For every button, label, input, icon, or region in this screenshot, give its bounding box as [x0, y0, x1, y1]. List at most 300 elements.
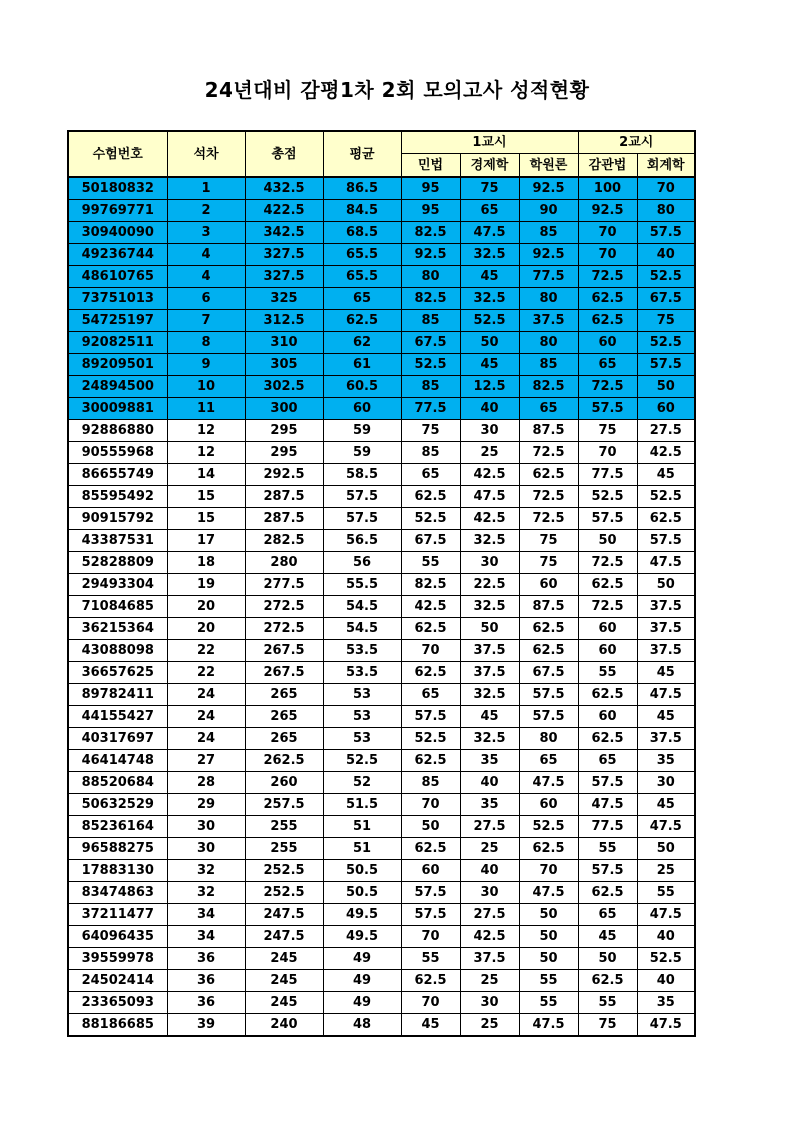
cell-economics: 32.5 — [460, 530, 519, 552]
table-row — [68, 222, 695, 244]
cell-id: 86655749 — [68, 464, 167, 486]
cell-economics: 37.5 — [460, 948, 519, 970]
cell-total: 255 — [245, 838, 323, 860]
cell-average: 53 — [323, 684, 401, 706]
cell-id: 30009881 — [68, 398, 167, 420]
table-row — [68, 530, 695, 552]
cell-id: 39559978 — [68, 948, 167, 970]
cell-accounting: 57.5 — [637, 530, 695, 552]
cell-accounting: 35 — [637, 750, 695, 772]
cell-total: 300 — [245, 398, 323, 420]
cell-subject-3: 62.5 — [519, 640, 578, 662]
cell-total: 280 — [245, 552, 323, 574]
cell-average: 49 — [323, 970, 401, 992]
table-row — [68, 970, 695, 992]
cell-total: 252.5 — [245, 882, 323, 904]
cell-subject-3: 50 — [519, 904, 578, 926]
cell-id: 88520684 — [68, 772, 167, 794]
cell-appraisal-law: 50 — [578, 948, 637, 970]
cell-total: 287.5 — [245, 486, 323, 508]
cell-accounting: 57.5 — [637, 354, 695, 376]
cell-total: 245 — [245, 992, 323, 1014]
cell-average: 52 — [323, 772, 401, 794]
cell-total: 255 — [245, 816, 323, 838]
cell-civil-law: 85 — [401, 442, 460, 464]
cell-average: 62.5 — [323, 310, 401, 332]
cell-economics: 32.5 — [460, 244, 519, 266]
cell-civil-law: 62.5 — [401, 970, 460, 992]
cell-subject-3: 55 — [519, 970, 578, 992]
cell-total: 327.5 — [245, 266, 323, 288]
cell-civil-law: 52.5 — [401, 508, 460, 530]
cell-id: 88186685 — [68, 1014, 167, 1037]
cell-id: 40317697 — [68, 728, 167, 750]
cell-id: 64096435 — [68, 926, 167, 948]
cell-economics: 25 — [460, 442, 519, 464]
cell-average: 48 — [323, 1014, 401, 1037]
cell-id: 54725197 — [68, 310, 167, 332]
cell-rank: 32 — [167, 860, 245, 882]
cell-total: 272.5 — [245, 618, 323, 640]
cell-civil-law: 95 — [401, 200, 460, 222]
cell-id: 92886880 — [68, 420, 167, 442]
cell-subject-3: 72.5 — [519, 508, 578, 530]
table-row — [68, 177, 695, 200]
cell-accounting: 52.5 — [637, 486, 695, 508]
cell-rank: 22 — [167, 662, 245, 684]
cell-civil-law: 67.5 — [401, 332, 460, 354]
cell-total: 245 — [245, 948, 323, 970]
cell-appraisal-law: 60 — [578, 618, 637, 640]
table-row — [68, 618, 695, 640]
cell-average: 61 — [323, 354, 401, 376]
cell-appraisal-law: 62.5 — [578, 728, 637, 750]
table-row — [68, 1014, 695, 1037]
cell-id: 73751013 — [68, 288, 167, 310]
cell-total: 282.5 — [245, 530, 323, 552]
cell-appraisal-law: 62.5 — [578, 310, 637, 332]
cell-civil-law: 80 — [401, 266, 460, 288]
cell-subject-3: 87.5 — [519, 596, 578, 618]
cell-civil-law: 55 — [401, 552, 460, 574]
table-row — [68, 992, 695, 1014]
cell-total: 265 — [245, 706, 323, 728]
cell-subject-3: 47.5 — [519, 882, 578, 904]
cell-civil-law: 85 — [401, 376, 460, 398]
cell-id: 90915792 — [68, 508, 167, 530]
table-header — [68, 131, 695, 177]
cell-rank: 22 — [167, 640, 245, 662]
cell-accounting: 50 — [637, 574, 695, 596]
cell-subject-3: 47.5 — [519, 1014, 578, 1037]
cell-economics: 12.5 — [460, 376, 519, 398]
cell-subject-3: 87.5 — [519, 420, 578, 442]
cell-accounting: 35 — [637, 992, 695, 1014]
cell-id: 24894500 — [68, 376, 167, 398]
cell-appraisal-law: 62.5 — [578, 882, 637, 904]
cell-appraisal-law: 45 — [578, 926, 637, 948]
cell-civil-law: 57.5 — [401, 904, 460, 926]
cell-accounting: 25 — [637, 860, 695, 882]
cell-rank: 39 — [167, 1014, 245, 1037]
cell-subject-3: 65 — [519, 398, 578, 420]
cell-civil-law: 52.5 — [401, 728, 460, 750]
cell-total: 262.5 — [245, 750, 323, 772]
cell-subject-3: 37.5 — [519, 310, 578, 332]
cell-subject-3: 62.5 — [519, 618, 578, 640]
cell-subject-3: 77.5 — [519, 266, 578, 288]
cell-civil-law: 70 — [401, 640, 460, 662]
cell-economics: 40 — [460, 772, 519, 794]
cell-civil-law: 85 — [401, 310, 460, 332]
cell-rank: 36 — [167, 992, 245, 1014]
table-row — [68, 684, 695, 706]
cell-accounting: 52.5 — [637, 266, 695, 288]
cell-economics: 47.5 — [460, 222, 519, 244]
cell-rank: 10 — [167, 376, 245, 398]
cell-appraisal-law: 100 — [578, 177, 637, 200]
cell-subject-3: 50 — [519, 948, 578, 970]
cell-subject-3: 92.5 — [519, 244, 578, 266]
cell-civil-law: 70 — [401, 926, 460, 948]
table-row — [68, 728, 695, 750]
cell-appraisal-law: 50 — [578, 530, 637, 552]
cell-average: 57.5 — [323, 486, 401, 508]
cell-civil-law: 55 — [401, 948, 460, 970]
table-row — [68, 200, 695, 222]
cell-subject-3: 60 — [519, 794, 578, 816]
cell-rank: 12 — [167, 442, 245, 464]
cell-subject-3: 57.5 — [519, 706, 578, 728]
cell-average: 51 — [323, 838, 401, 860]
table-row — [68, 794, 695, 816]
cell-rank: 20 — [167, 618, 245, 640]
cell-id: 43387531 — [68, 530, 167, 552]
table-row — [68, 574, 695, 596]
cell-economics: 32.5 — [460, 596, 519, 618]
cell-total: 295 — [245, 442, 323, 464]
cell-civil-law: 50 — [401, 816, 460, 838]
cell-id: 99769771 — [68, 200, 167, 222]
cell-total: 295 — [245, 420, 323, 442]
cell-rank: 36 — [167, 970, 245, 992]
cell-appraisal-law: 77.5 — [578, 464, 637, 486]
cell-appraisal-law: 72.5 — [578, 596, 637, 618]
cell-economics: 45 — [460, 266, 519, 288]
table-row — [68, 288, 695, 310]
cell-rank: 36 — [167, 948, 245, 970]
cell-civil-law: 75 — [401, 420, 460, 442]
cell-rank: 9 — [167, 354, 245, 376]
cell-accounting: 27.5 — [637, 420, 695, 442]
cell-accounting: 57.5 — [637, 222, 695, 244]
cell-id: 36215364 — [68, 618, 167, 640]
cell-total: 267.5 — [245, 640, 323, 662]
cell-civil-law: 85 — [401, 772, 460, 794]
cell-civil-law: 70 — [401, 992, 460, 1014]
cell-accounting: 47.5 — [637, 816, 695, 838]
cell-appraisal-law: 55 — [578, 662, 637, 684]
cell-civil-law: 57.5 — [401, 706, 460, 728]
cell-accounting: 55 — [637, 882, 695, 904]
cell-rank: 4 — [167, 244, 245, 266]
cell-appraisal-law: 60 — [578, 640, 637, 662]
cell-average: 55.5 — [323, 574, 401, 596]
cell-appraisal-law: 70 — [578, 244, 637, 266]
cell-appraisal-law: 57.5 — [578, 860, 637, 882]
cell-subject-3: 75 — [519, 530, 578, 552]
cell-appraisal-law: 55 — [578, 838, 637, 860]
cell-accounting: 45 — [637, 706, 695, 728]
cell-total: 277.5 — [245, 574, 323, 596]
cell-accounting: 52.5 — [637, 948, 695, 970]
cell-appraisal-law: 75 — [578, 420, 637, 442]
cell-subject-3: 57.5 — [519, 684, 578, 706]
cell-total: 247.5 — [245, 904, 323, 926]
cell-economics: 30 — [460, 552, 519, 574]
cell-total: 325 — [245, 288, 323, 310]
cell-economics: 45 — [460, 354, 519, 376]
cell-average: 53.5 — [323, 662, 401, 684]
table-body — [68, 177, 695, 1036]
cell-rank: 34 — [167, 926, 245, 948]
table-row — [68, 948, 695, 970]
cell-rank: 30 — [167, 816, 245, 838]
table-row — [68, 662, 695, 684]
cell-average: 58.5 — [323, 464, 401, 486]
cell-rank: 12 — [167, 420, 245, 442]
cell-civil-law: 82.5 — [401, 288, 460, 310]
cell-accounting: 47.5 — [637, 1014, 695, 1037]
cell-rank: 32 — [167, 882, 245, 904]
cell-subject-3: 60 — [519, 574, 578, 596]
cell-accounting: 40 — [637, 970, 695, 992]
cell-appraisal-law: 65 — [578, 354, 637, 376]
table-row — [68, 552, 695, 574]
table-row — [68, 376, 695, 398]
cell-accounting: 62.5 — [637, 508, 695, 530]
cell-id: 43088098 — [68, 640, 167, 662]
cell-average: 65.5 — [323, 244, 401, 266]
cell-subject-3: 92.5 — [519, 177, 578, 200]
cell-economics: 25 — [460, 1014, 519, 1037]
cell-subject-3: 72.5 — [519, 486, 578, 508]
cell-accounting: 40 — [637, 244, 695, 266]
cell-accounting: 47.5 — [637, 684, 695, 706]
header-subject-civil-law: 민법 — [401, 154, 460, 178]
cell-average: 53.5 — [323, 640, 401, 662]
cell-average: 60.5 — [323, 376, 401, 398]
cell-subject-3: 62.5 — [519, 464, 578, 486]
cell-average: 54.5 — [323, 618, 401, 640]
cell-economics: 25 — [460, 970, 519, 992]
cell-rank: 11 — [167, 398, 245, 420]
table-row — [68, 904, 695, 926]
cell-id: 29493304 — [68, 574, 167, 596]
cell-id: 71084685 — [68, 596, 167, 618]
cell-id: 46414748 — [68, 750, 167, 772]
cell-total: 265 — [245, 728, 323, 750]
cell-total: 342.5 — [245, 222, 323, 244]
cell-total: 432.5 — [245, 177, 323, 200]
cell-accounting: 37.5 — [637, 640, 695, 662]
cell-appraisal-law: 47.5 — [578, 794, 637, 816]
cell-economics: 40 — [460, 398, 519, 420]
cell-accounting: 37.5 — [637, 728, 695, 750]
cell-total: 260 — [245, 772, 323, 794]
cell-id: 23365093 — [68, 992, 167, 1014]
table-row — [68, 486, 695, 508]
cell-economics: 32.5 — [460, 728, 519, 750]
cell-id: 30940090 — [68, 222, 167, 244]
cell-civil-law: 62.5 — [401, 486, 460, 508]
cell-appraisal-law: 52.5 — [578, 486, 637, 508]
cell-civil-law: 82.5 — [401, 222, 460, 244]
cell-economics: 65 — [460, 200, 519, 222]
cell-average: 86.5 — [323, 177, 401, 200]
cell-average: 49 — [323, 992, 401, 1014]
cell-rank: 17 — [167, 530, 245, 552]
cell-economics: 50 — [460, 618, 519, 640]
cell-rank: 29 — [167, 794, 245, 816]
table-row — [68, 464, 695, 486]
table-row — [68, 882, 695, 904]
cell-rank: 24 — [167, 684, 245, 706]
cell-economics: 47.5 — [460, 486, 519, 508]
cell-economics: 40 — [460, 860, 519, 882]
cell-subject-3: 72.5 — [519, 442, 578, 464]
cell-id: 92082511 — [68, 332, 167, 354]
cell-total: 312.5 — [245, 310, 323, 332]
cell-accounting: 37.5 — [637, 618, 695, 640]
cell-total: 272.5 — [245, 596, 323, 618]
cell-average: 59 — [323, 420, 401, 442]
cell-accounting: 75 — [637, 310, 695, 332]
cell-total: 327.5 — [245, 244, 323, 266]
cell-civil-law: 52.5 — [401, 354, 460, 376]
cell-average: 62 — [323, 332, 401, 354]
cell-id: 48610765 — [68, 266, 167, 288]
cell-id: 89782411 — [68, 684, 167, 706]
cell-civil-law: 92.5 — [401, 244, 460, 266]
header-period2: 2교시 — [578, 131, 695, 154]
table-row — [68, 310, 695, 332]
cell-total: 292.5 — [245, 464, 323, 486]
cell-total: 245 — [245, 970, 323, 992]
cell-accounting: 47.5 — [637, 904, 695, 926]
cell-appraisal-law: 65 — [578, 750, 637, 772]
cell-total: 252.5 — [245, 860, 323, 882]
header-subject-accounting: 회계학 — [637, 154, 695, 178]
cell-rank: 2 — [167, 200, 245, 222]
cell-civil-law: 62.5 — [401, 838, 460, 860]
cell-accounting: 52.5 — [637, 332, 695, 354]
table-row — [68, 926, 695, 948]
cell-appraisal-law: 70 — [578, 442, 637, 464]
cell-economics: 35 — [460, 794, 519, 816]
table-row — [68, 772, 695, 794]
table-row — [68, 398, 695, 420]
cell-rank: 18 — [167, 552, 245, 574]
cell-civil-law: 70 — [401, 794, 460, 816]
table-row — [68, 354, 695, 376]
cell-accounting: 45 — [637, 464, 695, 486]
cell-appraisal-law: 77.5 — [578, 816, 637, 838]
cell-economics: 22.5 — [460, 574, 519, 596]
cell-economics: 37.5 — [460, 662, 519, 684]
table-row — [68, 420, 695, 442]
cell-appraisal-law: 57.5 — [578, 398, 637, 420]
cell-rank: 3 — [167, 222, 245, 244]
cell-economics: 42.5 — [460, 464, 519, 486]
cell-economics: 32.5 — [460, 288, 519, 310]
cell-economics: 27.5 — [460, 904, 519, 926]
cell-subject-3: 65 — [519, 750, 578, 772]
cell-accounting: 45 — [637, 794, 695, 816]
cell-average: 53 — [323, 706, 401, 728]
cell-id: 83474863 — [68, 882, 167, 904]
table-row — [68, 442, 695, 464]
cell-subject-3: 47.5 — [519, 772, 578, 794]
cell-subject-3: 70 — [519, 860, 578, 882]
cell-accounting: 50 — [637, 376, 695, 398]
cell-total: 265 — [245, 684, 323, 706]
cell-appraisal-law: 62.5 — [578, 970, 637, 992]
cell-appraisal-law: 62.5 — [578, 288, 637, 310]
cell-rank: 15 — [167, 486, 245, 508]
table-row — [68, 266, 695, 288]
cell-economics: 27.5 — [460, 816, 519, 838]
cell-total: 302.5 — [245, 376, 323, 398]
table-row — [68, 332, 695, 354]
cell-economics: 30 — [460, 992, 519, 1014]
cell-total: 240 — [245, 1014, 323, 1037]
cell-total: 287.5 — [245, 508, 323, 530]
cell-average: 84.5 — [323, 200, 401, 222]
cell-id: 49236744 — [68, 244, 167, 266]
cell-rank: 7 — [167, 310, 245, 332]
cell-civil-law: 65 — [401, 464, 460, 486]
cell-rank: 8 — [167, 332, 245, 354]
cell-subject-3: 85 — [519, 354, 578, 376]
cell-rank: 28 — [167, 772, 245, 794]
cell-civil-law: 77.5 — [401, 398, 460, 420]
cell-civil-law: 57.5 — [401, 882, 460, 904]
cell-average: 56 — [323, 552, 401, 574]
cell-appraisal-law: 62.5 — [578, 574, 637, 596]
cell-rank: 4 — [167, 266, 245, 288]
cell-subject-3: 80 — [519, 728, 578, 750]
cell-subject-3: 67.5 — [519, 662, 578, 684]
cell-rank: 19 — [167, 574, 245, 596]
page-title: 24년대비 감평1차 2회 모의고사 성적현황 — [204, 78, 590, 102]
cell-average: 50.5 — [323, 882, 401, 904]
cell-average: 50.5 — [323, 860, 401, 882]
cell-economics: 35 — [460, 750, 519, 772]
cell-subject-3: 50 — [519, 926, 578, 948]
cell-id: 89209501 — [68, 354, 167, 376]
header-average: 평균 — [323, 131, 401, 177]
cell-subject-3: 80 — [519, 332, 578, 354]
cell-average: 49 — [323, 948, 401, 970]
cell-subject-3: 52.5 — [519, 816, 578, 838]
cell-id: 52828809 — [68, 552, 167, 574]
cell-appraisal-law: 60 — [578, 706, 637, 728]
cell-total: 305 — [245, 354, 323, 376]
cell-rank: 15 — [167, 508, 245, 530]
cell-economics: 37.5 — [460, 640, 519, 662]
cell-economics: 75 — [460, 177, 519, 200]
